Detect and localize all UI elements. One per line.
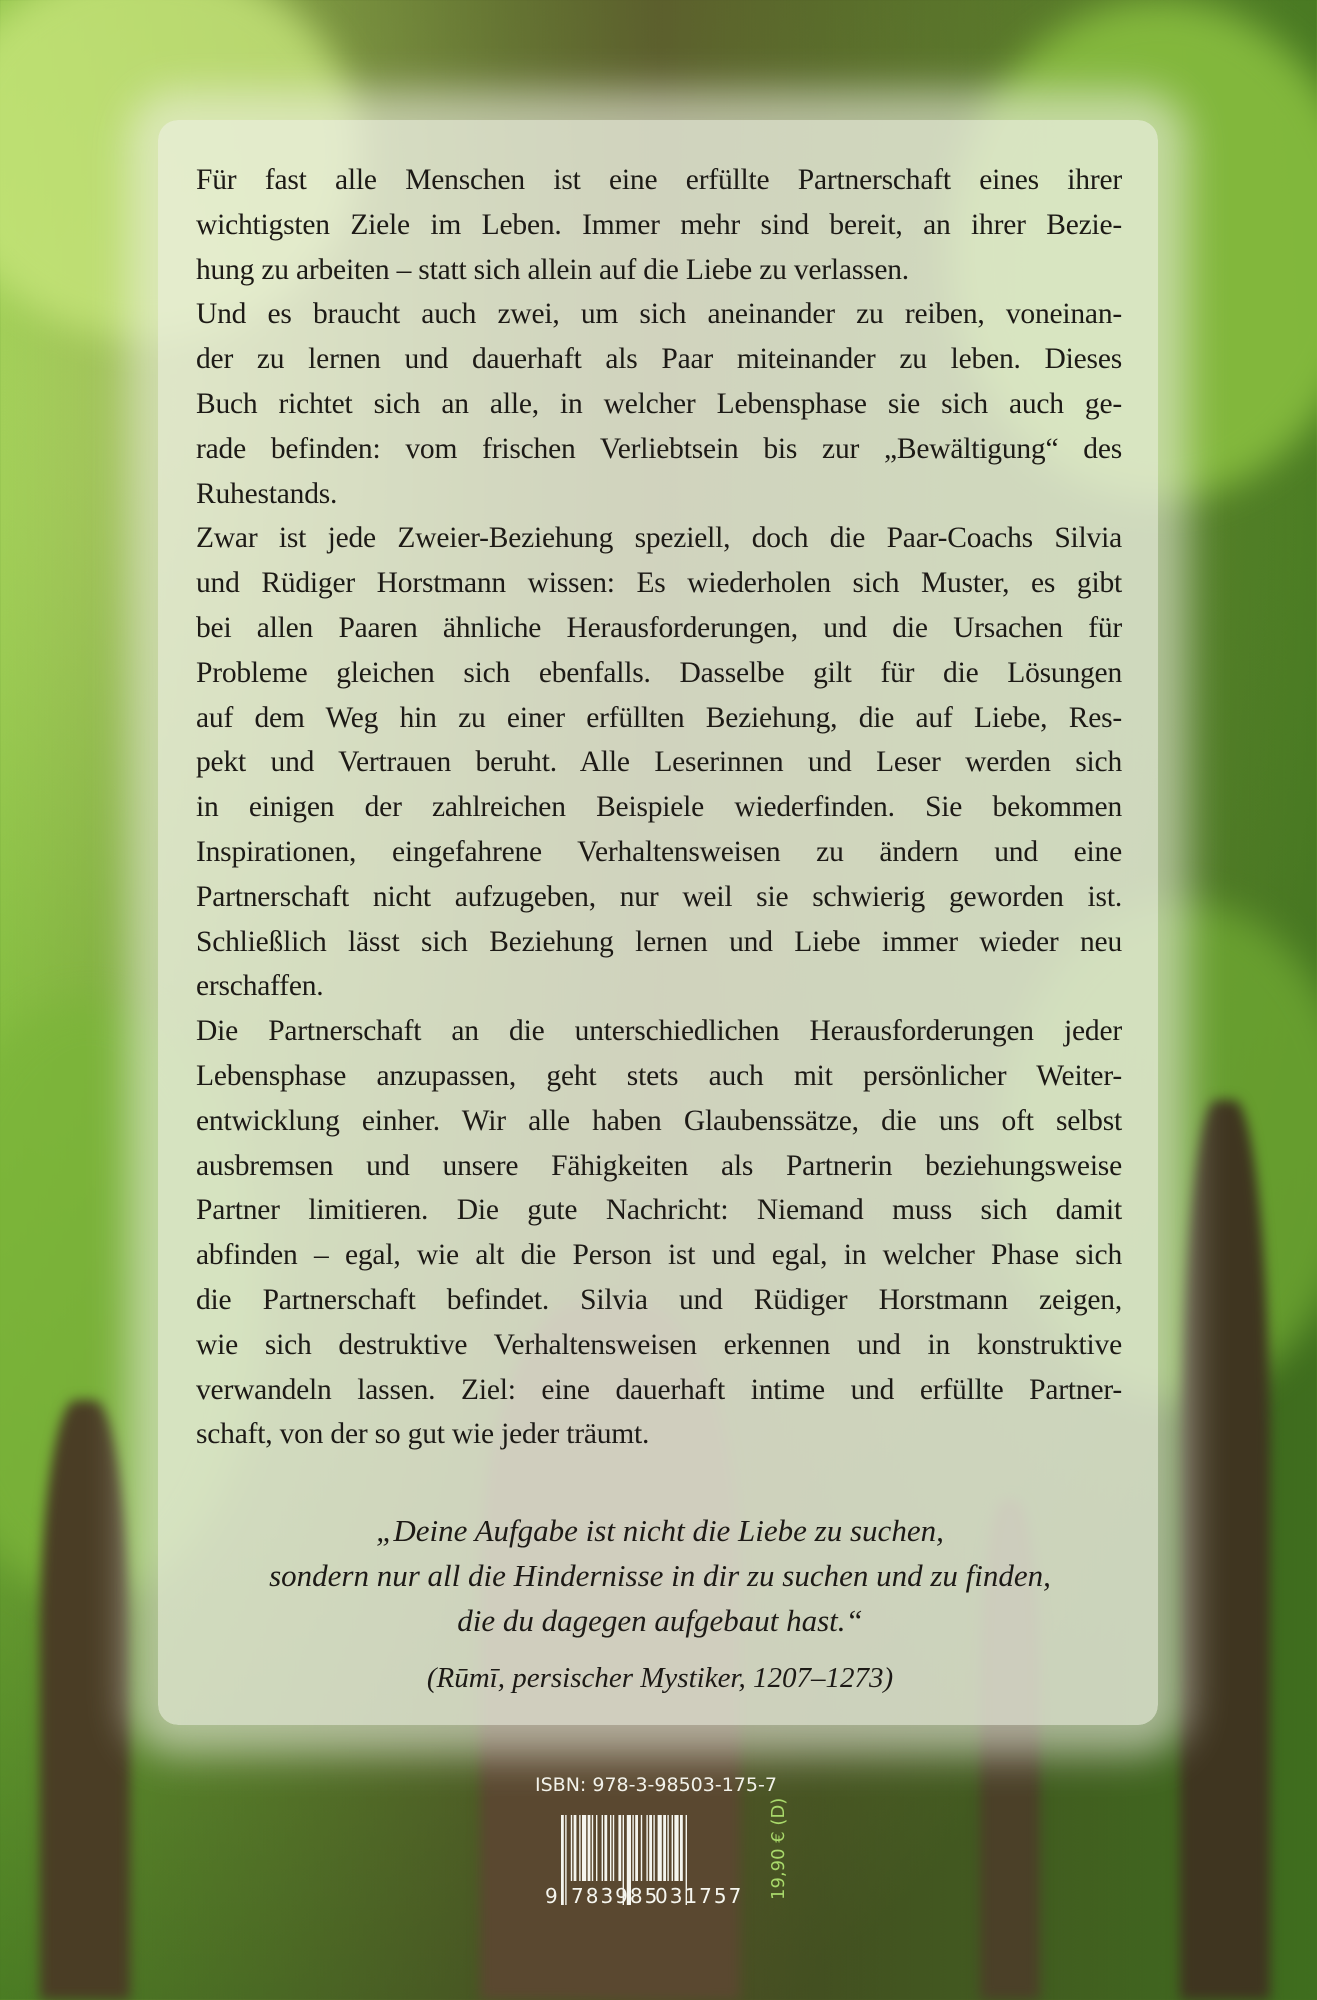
barcode-bar: [632, 1815, 633, 1881]
blurb-line: erschaffen.: [196, 970, 324, 1003]
quote-line: „Deine Aufgabe ist nicht die Liebe zu suchen,: [376, 1513, 944, 1548]
barcode-bar: [680, 1815, 683, 1881]
barcode-bar: [561, 1815, 564, 1905]
blurb-line: der zu lernen und dauerhaft als Paar miteinander zu leben. Dieses: [196, 343, 1122, 376]
blurb-text: [196, 158, 1122, 1457]
quote-line: die du dagegen aufgebaut hast.“: [457, 1603, 863, 1638]
barcode-digits-right: 031757: [655, 1884, 744, 1905]
quote-attribution: (Rūmī, persischer Mystiker, 1207–1273): [426, 1662, 894, 1694]
blurb-line: abfinden – egal, wie alt die Person ist und egal, in welcher Phase sich: [196, 1239, 1122, 1272]
barcode-bar: [579, 1815, 580, 1881]
quote: [160, 1508, 1160, 1643]
barcode-bar: [635, 1815, 638, 1881]
blurb-line: wie sich destruktive Verhaltensweisen erkennen und in konstruktive: [196, 1328, 1122, 1361]
barcode-bar: [610, 1815, 611, 1881]
blurb-line: Schließlich lässt sich Beziehung lernen und Liebe immer wieder neu: [196, 925, 1122, 958]
blurb-line: Inspirationen, eingefahrene Verhaltensweisen zu ändern und eine: [196, 835, 1122, 868]
barcode-bar: [574, 1815, 577, 1881]
barcode-bar: [588, 1815, 591, 1881]
blurb-line: und Rüdiger Horstmann wissen: Es wiederholen sich Muster, es gibt: [196, 567, 1122, 600]
barcode-bar: [649, 1815, 652, 1881]
blurb-line: Lebensphase anzupassen, geht stets auch mit persönlicher Weiter-: [196, 1059, 1122, 1092]
blurb-line: die Partnerschaft befindet. Silvia und Rüdiger Horstmann zeigen,: [196, 1283, 1122, 1316]
blurb-line: Für fast alle Menschen ist eine erfüllte Partnerschaft eines ihrer: [196, 164, 1122, 196]
price-label: 19,90 € (D): [768, 1797, 789, 1900]
blurb-line: ausbremsen und unsere Fähigkeiten als Partnerin beziehungsweise: [196, 1149, 1122, 1182]
barcode-bar: [646, 1815, 647, 1881]
barcode-bar: [613, 1815, 614, 1881]
barcode-bar: [674, 1815, 678, 1881]
barcode-bar: [571, 1815, 572, 1881]
blurb-line: auf dem Weg hin zu einer erfüllten Beziehung, die auf Liebe, Res-: [196, 701, 1122, 734]
blurb-line: Und es braucht auch zwei, um sich aneinander zu reiben, voneinan-: [196, 298, 1122, 331]
barcode-digits-left: 783985: [571, 1884, 660, 1905]
blurb-line: Partnerschaft nicht aufzugeben, nur weil sie schwierig geworden ist.: [196, 880, 1122, 913]
barcode-bar: [663, 1815, 666, 1881]
blurb-line: schaft, von der so gut wie jeder träumt.: [196, 1418, 650, 1451]
barcode-bar: [565, 1815, 566, 1905]
barcode-bar: [618, 1815, 621, 1881]
barcode: [545, 1815, 760, 1905]
barcode-digit-first: 9: [545, 1884, 558, 1905]
blurb-line: in einigen der zahlreichen Beispiele wiederfinden. Sie bekommen: [196, 791, 1122, 824]
blurb-line: Zwar ist jede Zweier-Beziehung speziell, doch die Paar-Coachs Silvia: [196, 522, 1122, 555]
blurb-line: Probleme gleichen sich ebenfalls. Dasselbe gilt für die Lösungen: [196, 656, 1122, 689]
barcode-bar: [604, 1815, 607, 1881]
blurb-line: verwandeln lassen. Ziel: eine dauerhaft intime und erfüllte Partner-: [196, 1373, 1122, 1406]
blurb-line: Ruhestands.: [196, 477, 338, 510]
barcode-bar: [641, 1815, 642, 1881]
quote-line: sondern nur all die Hindernisse in dir zu suchen und zu finden,: [269, 1558, 1051, 1593]
barcode-bar: [596, 1815, 597, 1881]
blurb-line: pekt und Vertrauen beruht. Alle Leserinnen und Leser werden sich: [196, 746, 1122, 779]
barcode-bar: [592, 1815, 593, 1881]
blurb-line: Die Partnerschaft an die unterschiedlichen Herausforderungen jeder: [196, 1015, 1122, 1048]
isbn-label: ISBN: 978-3-98503-175-7: [535, 1774, 777, 1796]
blurb-line: Buch richtet sich an alle, in welcher Lebensphase sie sich auch ge-: [196, 387, 1122, 420]
barcode-bar: [582, 1815, 586, 1881]
blurb-line: entwicklung einher. Wir alle haben Glaubenssätze, die uns oft selbst: [196, 1104, 1122, 1137]
blurb-line: Partner limitieren. Die gute Nachricht: Niemand muss sich damit: [196, 1194, 1122, 1227]
blurb-line: hung zu arbeiten – statt sich allein auf die Liebe zu verlassen.: [196, 253, 909, 286]
barcode-bar: [658, 1815, 662, 1881]
blurb-line: bei allen Paaren ähnliche Herausforderungen, und die Ursachen für: [196, 611, 1122, 644]
barcode-bar: [602, 1815, 603, 1881]
barcode-bar: [653, 1815, 654, 1881]
barcode-bar: [667, 1815, 668, 1881]
blurb-line: wichtigsten Ziele im Leben. Immer mehr sind bereit, an ihrer Bezie-: [196, 208, 1122, 241]
blurb-line: rade befinden: vom frischen Verliebtsein bis zur „Bewältigung“ des: [196, 432, 1122, 465]
barcode-bar: [672, 1815, 673, 1881]
